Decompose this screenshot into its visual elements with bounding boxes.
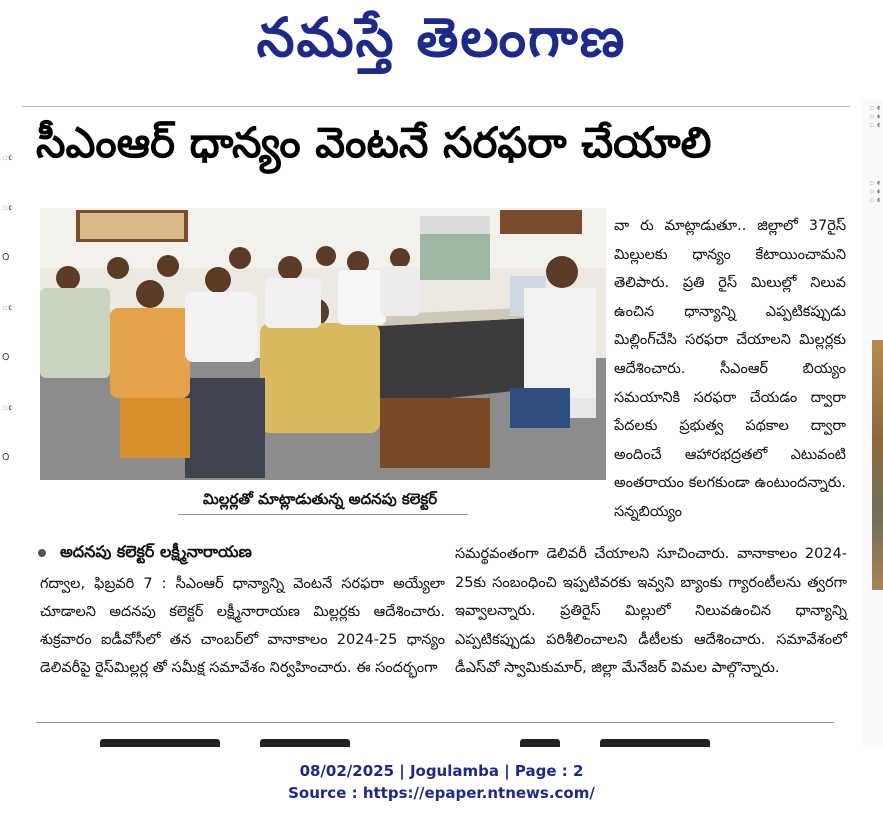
photo-caption: మిల్లర్లతో మాట్లాడుతున్న అదనపు కలెక్టర్	[202, 490, 438, 508]
right-clipped-photo	[872, 340, 883, 590]
bottom-rule	[36, 722, 834, 723]
right-clipped-column: ఀ ఀ ఀ ఀ ఀ ఀ	[862, 100, 883, 745]
article-column-left: గద్వాల, ఫిబ్రవరి 7 : సీఎంఆర్ ధాన్యాన్ని వెంటనే సరఫరా అయ్యేలా చూడాలని అదనపు కలెక్టర్ లక్ష్మీనారాయణ మిల్లర్లకు ఆదేశించారు. శుక్రవారం ఐడీవోసీలో తన చాంబర్‌లో వానాకాలం 2024-25 ధాన్యం డెలివరీపై రైస్‌మిల్లర్ల తో సమీక్ష సమావేశం నిర్వహించారు. ఈ సందర్భంగా	[40, 576, 445, 676]
next-article-headline-clipped	[100, 735, 710, 747]
masthead	[0, 0, 883, 82]
article-column-right: వా రు మాట్లాడుతూ.. జిల్లాలో 37రైస్ మిల్లులకు ధాన్యం కేటాయించామని తెలిపారు. ప్రతి రైస్ మిలుల్లో నిలువ ఉంచిన ధాన్యాన్ని ఎప్పటికప్పుడు మిల్లింగ్‌చేసి సరఫరా చేయాలని మిల్లర్లకు ఆదేశించారు. సీఎంఆర్ బియ్యం సమయానికి సరఫరా చేయడం ద్వారా పేదలకు ప్రభుత్వ పథకాల ద్వారా అందించే ఆహారభద్రతలో ఎటువంటి అంతరాయం కలగకుండా ఉంటుందన్నారు. సన్నబియ్యం	[614, 218, 846, 520]
article-photo	[40, 208, 606, 480]
footer-edition-info: 08/02/2025 | Jogulamba | Page : 2	[299, 762, 584, 780]
footer-source: Source : https://epaper.ntnews.com/	[288, 784, 595, 802]
page-footer	[0, 760, 883, 804]
top-rule	[22, 106, 850, 107]
meeting-photo-illustration	[40, 208, 606, 480]
left-clipped-column: ఁ ఁ ౦ ఁ ౦ ఁ ౦	[2, 150, 12, 463]
article-column-middle: సమర్థవంతంగా డెలివరీ చేయాలని సూచించారు. వానాకాలం 2024-25కు సంబంధించి ఇప్పటివరకు ఇవ్వని బ్యాంకు గ్యారంటీలను త్వరగా ఇవ్వాలన్నారు. ప్రతిరైస్ మిల్లులో నిలువఉంచిన ధాన్యాన్ని ఎప్పటికప్పుడు పరిశీలించాలని డీటీలకు ఆదేశించారు. సమావేశంలో డీఎస్‌వో స్వామికుమార్, జిల్లా మేనేజర్ విమల పాల్గొన్నారు.	[455, 546, 847, 677]
article-headline: సీఎంఆర్ ధాన్యం వెంటనే సరఫరా చేయాలి	[36, 118, 712, 167]
article-byline: అదనపు కలెక్టర్ లక్ష్మీనారాయణ	[60, 542, 252, 561]
masthead-title: నమస్తే తెలంగాణ	[256, 6, 627, 69]
caption-rule	[178, 514, 468, 515]
bullet-icon	[38, 549, 46, 557]
